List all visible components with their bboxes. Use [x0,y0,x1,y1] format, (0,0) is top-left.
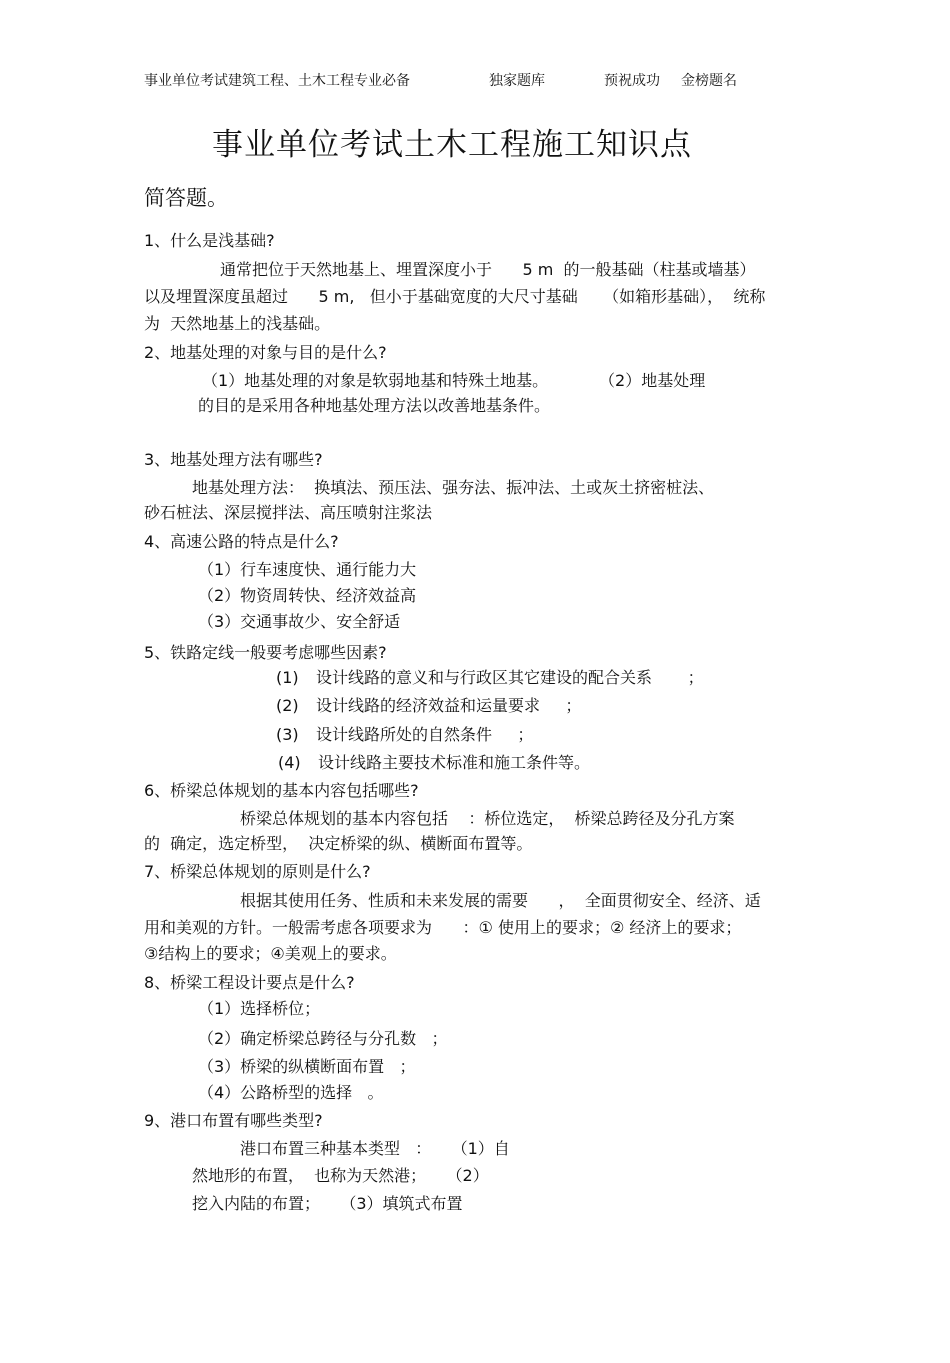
answer-line: ③结构上的要求；④美观上的要求。 [144,944,397,963]
answer-line: 港口布置三种基本类型 ： （1）自 [240,1139,510,1158]
answer-line: 地基处理方法： 换填法、预压法、强夯法、振冲法、土或灰土挤密桩法、 [192,478,715,497]
answer-line: 根据其使用任务、性质和未来发展的需要 ， 全面贯彻安全、经济、适 [240,891,761,910]
answer-line: 为 天然地基上的浅基础。 [144,314,331,333]
answer-line: （3）桥梁的纵横断面布置 ； [198,1057,416,1076]
answer-line: 的目的是采用各种地基处理方法以改善地基条件。 [198,396,551,415]
answer-line: 然地形的布置， 也称为天然港； （2） [192,1166,489,1185]
list-number: (4) [278,753,301,772]
header-right-text-2: 金榜题名 [681,73,737,89]
answer-line: 设计线路所处的自然条件 ； [316,725,534,744]
header-right-text-1: 预祝成功 [604,73,660,89]
header-left-text: 事业单位考试建筑工程、土木工程专业必备 [144,73,410,89]
answer-line: （2）确定桥梁总跨径与分孔数 ； [198,1029,448,1048]
answer-line: 的 确定，选定桥型， 决定桥梁的纵、横断面布置等。 [144,834,533,853]
answer-line: 设计线路的经济效益和运量要求 ； [316,696,582,715]
answer-line: 设计线路主要技术标准和施工条件等。 [318,753,591,772]
list-number: (2) [276,696,299,715]
question-title: 1、什么是浅基础? [144,231,275,250]
answer-line: 挖入内陆的布置； （3）填筑式布置 [192,1194,463,1213]
answer-line: （1）选择桥位； [198,999,321,1018]
answer-line: （4）公路桥型的选择 。 [198,1083,384,1102]
answer-line: （1）地基处理的对象是软弱地基和特殊土地基。 （2）地基处理 [202,371,706,390]
question-title: 8、桥梁工程设计要点是什么? [144,973,355,992]
answer-line: （3）交通事故少、安全舒适 [198,612,401,631]
list-number: (1) [276,668,299,687]
question-title: 5、铁路定线一般要考虑哪些因素? [144,643,387,662]
question-title: 4、高速公路的特点是什么? [144,532,339,551]
question-title: 9、港口布置有哪些类型? [144,1111,323,1130]
answer-line: 通常把位于天然地基上、埋置深度小于 5 m 的一般基础（柱基或墙基） [220,260,756,279]
page-title: 事业单位考试土木工程施工知识点 [212,127,692,163]
answer-line: 用和美观的方针。一般需考虑各项要求为 ：① 使用上的要求；② 经济上的要求； [144,918,742,937]
answer-line: 砂石桩法、深层搅拌法、高压喷射注浆法 [144,503,433,522]
question-title: 7、桥梁总体规划的原则是什么? [144,862,371,881]
question-title: 6、桥梁总体规划的基本内容包括哪些? [144,781,419,800]
answer-line: （2）物资周转快、经济效益高 [198,586,417,605]
question-title: 2、地基处理的对象与目的是什么? [144,343,387,362]
answer-line: 桥梁总体规划的基本内容包括 ：桥位选定， 桥梁总跨径及分孔方案 [240,809,735,828]
answer-line: 设计线路的意义和与行政区其它建设的配合关系 ； [316,668,704,687]
answer-line: 以及埋置深度虽超过 5 m, 但小于基础宽度的大尺寸基础 （如箱形基础）， 统称 [144,287,766,306]
section-heading: 简答题。 [144,186,228,210]
list-number: (3) [276,725,299,744]
answer-line: （1）行车速度快、通行能力大 [198,560,417,579]
header-mid-text: 独家题库 [489,73,545,89]
question-title: 3、地基处理方法有哪些? [144,450,323,469]
